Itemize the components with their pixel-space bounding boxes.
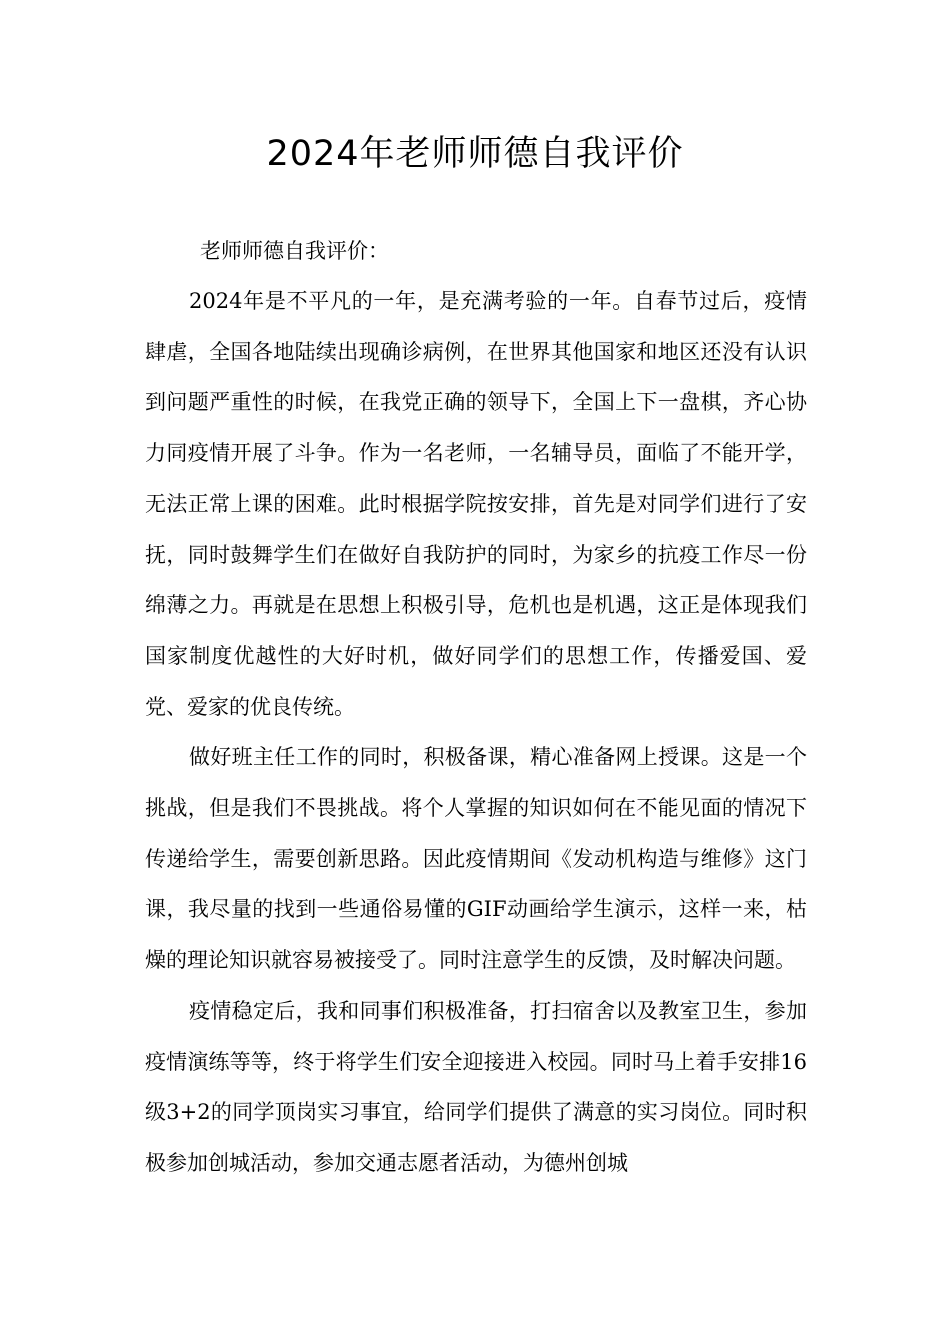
document-title: 2024年老师师德自我评价 — [266, 134, 684, 174]
paragraph-1: 2024年是不平凡的一年，是充满考验的一年。自春节过后，疫情肆虐，全国各地陆续出现确诊病例，在世界其他国家和地区还没有认识到问题严重性的时候，在我党正确的领导下，全国上下一盘棋，齐心协力同疫情开展了斗争。作为一名老师，一名辅导员，面临了不能开学，无法正常上课的困难。此时根据学院按安排，首先是对同学们进行了安抚，同时鼓舞学生们在做好自我防护的同时，为家乡的抗疫工作尽一份绵薄之力。再就是在思想上积极引导，危机也是机遇，这正是体现我们国家制度优越性的大好时机，做好同学们的思想工作，传播爱国、爱党、爱家的优良传统。 — [145, 289, 807, 719]
intro-line: 老师师德自我评价： — [200, 239, 389, 263]
paragraph-2: 做好班主任工作的同时，积极备课，精心准备网上授课。这是一个挑战，但是我们不畏挑战。将个人掌握的知识如何在不能见面的情况下传递给学生，需要创新思路。因此疫情期间《发动机构造与维修》这门课，我尽量的找到一些通俗易懂的GIF动画给学生演示，这样一来，枯燥的理论知识就容易被接受了。同时注意学生的反馈，及时解决问题。 — [145, 745, 807, 973]
document-body — [145, 276, 807, 1189]
paragraph-3: 疫情稳定后，我和同事们积极准备，打扫宿舍以及教室卫生，参加疫情演练等等，终于将学生们安全迎接进入校园。同时马上着手安排16级3+2的同学顶岗实习事宜，给同学们提供了满意的实习岗位。同时积极参加创城活动，参加交通志愿者活动，为德州创城 — [145, 998, 807, 1175]
